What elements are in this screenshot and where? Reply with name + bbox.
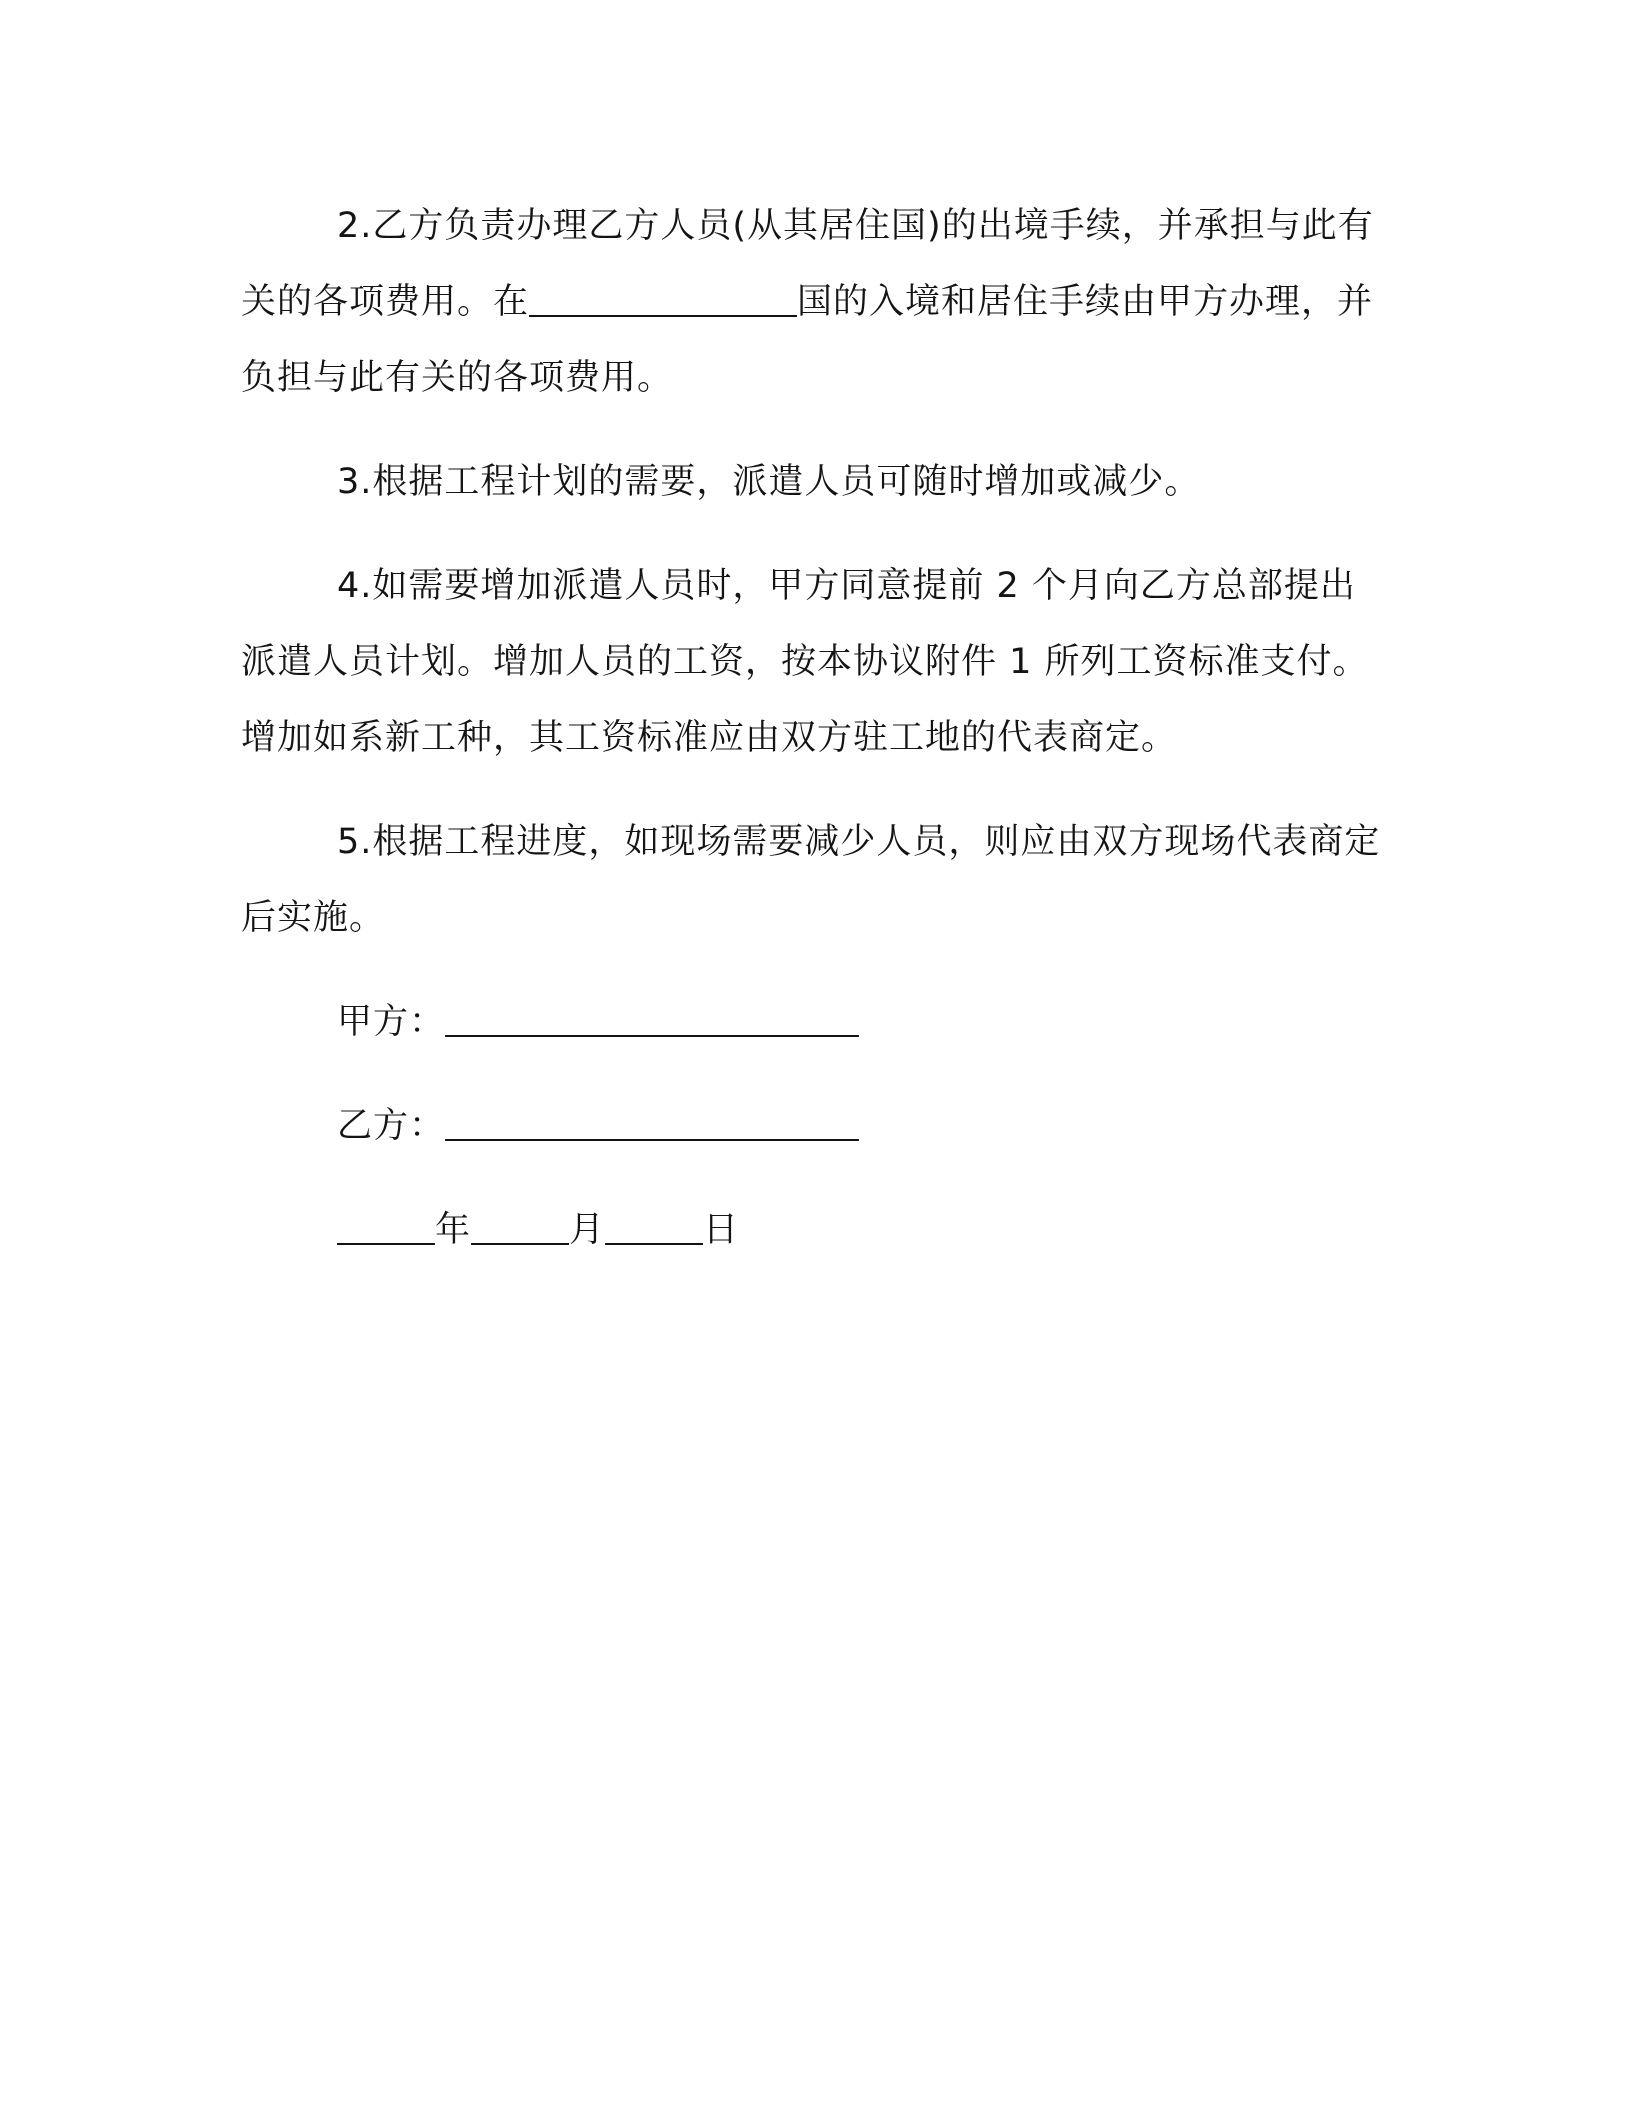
clause-2-text-a: 2.乙方负责办理乙方人员(从其居住国)的出境手续，并承担与此有关的各项费用。在 <box>241 206 1374 322</box>
day-blank <box>605 1213 703 1245</box>
month-label: 月 <box>569 1210 606 1250</box>
clause-2-paragraph <box>241 188 1391 416</box>
party-a-label: 甲方： <box>337 1002 446 1042</box>
party-a-signature-blank <box>445 1005 859 1037</box>
country-blank-line <box>529 285 797 317</box>
party-b-label: 乙方： <box>337 1106 446 1146</box>
year-blank <box>337 1213 435 1245</box>
document-body <box>241 188 1391 1268</box>
clause-4-paragraph: 4.如需要增加派遣人员时，甲方同意提前 2 个月向乙方总部提出派遣人员计划。增加人员的工资，按本协议附件 1 所列工资标准支付。增加如系新工种，其工资标准应由双方驻工地的代表商定。 <box>241 566 1369 758</box>
clause-3-paragraph: 3.根据工程计划的需要，派遣人员可随时增加或减少。 <box>337 462 1201 502</box>
month-blank <box>471 1213 569 1245</box>
date-line <box>241 1192 1391 1268</box>
clause-5-paragraph: 5.根据工程进度，如现场需要减少人员，则应由双方现场代表商定后实施。 <box>241 822 1381 938</box>
day-label: 日 <box>703 1210 740 1250</box>
party-a-signature-line <box>241 984 1391 1060</box>
party-b-signature-line <box>241 1088 1391 1164</box>
party-b-signature-blank <box>445 1109 859 1141</box>
clause-2-text-b: 国的入境和居住手续由甲方办理，并负担与此有关的各项费用。 <box>241 282 1374 398</box>
year-label: 年 <box>435 1210 472 1250</box>
